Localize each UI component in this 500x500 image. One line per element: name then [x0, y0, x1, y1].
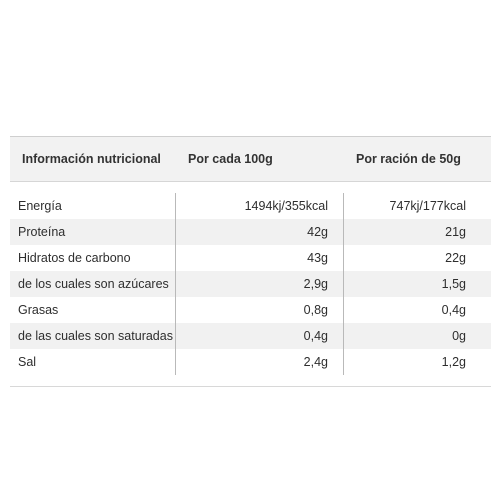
row-value-per-100g: 43g — [176, 245, 344, 271]
row-value-per-serving: 0g — [452, 329, 466, 343]
table-row-saturated-fats — [10, 323, 491, 349]
header-per-serving: Por ración de 50g — [356, 152, 461, 166]
row-label: de las cuales son saturadas — [10, 323, 176, 349]
row-label: Grasas — [10, 297, 176, 323]
row-value-per-serving: 1,2g — [441, 355, 466, 369]
nutrition-table — [10, 136, 491, 387]
row-label: Hidratos de carbono — [10, 245, 176, 271]
row-value-per-100g: 0,8g — [176, 297, 344, 323]
footer-gap — [10, 375, 491, 386]
row-value-per-serving: 1,5g — [441, 277, 466, 291]
row-label: Proteína — [10, 219, 176, 245]
row-value-per-100g: 1494kj/355kcal — [176, 193, 344, 219]
header-per-100g: Por cada 100g — [188, 152, 273, 166]
header-nutrition-info: Información nutricional — [22, 152, 161, 166]
table-row-carbohydrates — [10, 245, 491, 271]
table-row-sugars — [10, 271, 491, 297]
row-label: de los cuales son azúcares — [10, 271, 176, 297]
row-label: Sal — [10, 349, 176, 375]
row-label: Energía — [10, 193, 176, 219]
table-row-fats — [10, 297, 491, 323]
row-value-per-100g: 2,9g — [176, 271, 344, 297]
row-value-per-100g: 2,4g — [176, 349, 344, 375]
header-gap — [10, 182, 491, 193]
row-value-per-100g: 0,4g — [176, 323, 344, 349]
row-value-per-serving: 22g — [445, 251, 466, 265]
row-value-per-serving: 747kj/177kcal — [389, 199, 466, 213]
row-value-per-100g: 42g — [176, 219, 344, 245]
table-row-energy — [10, 193, 491, 219]
table-header — [10, 137, 491, 182]
table-row-salt — [10, 349, 491, 375]
row-value-per-serving: 21g — [445, 225, 466, 239]
row-value-per-serving: 0,4g — [441, 303, 466, 317]
table-row-protein — [10, 219, 491, 245]
